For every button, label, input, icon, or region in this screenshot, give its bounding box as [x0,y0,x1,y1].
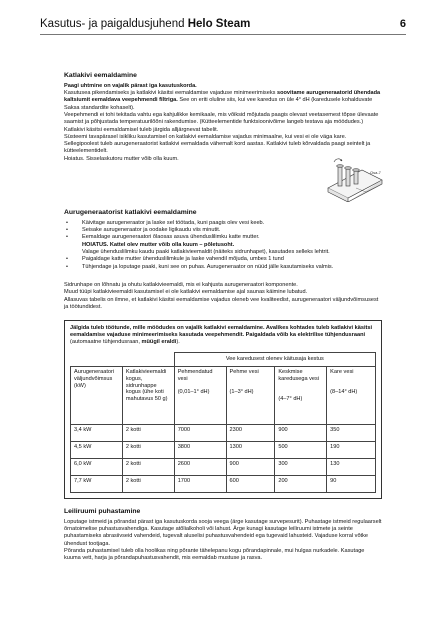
table-cell: 1700 [174,475,226,492]
document-title: Kasutus- ja paigaldusjuhend Helo Steam [40,18,251,30]
descaling-table [70,352,376,493]
table-cell: 2600 [174,458,226,475]
paragraph: Süsteemi tavapärasel isikliku kasutamisel on katlakivi eemaldamise vajadus minimaalne, kui vesi ei ole väga kare. Sellegipoolest tuleb aurugeneraatorist katlakivi eemaldada vähemalt kord aastas. Katlakivi tuleb kõrvaldada paagi seintelt ja kütteelementidelt. [64,133,371,155]
table-cell: 4,5 kW [71,441,123,458]
list-item: • Eemaldage aurugeneraatori õlaosas asuva ühenduslilimku katte mutter. [64,234,382,241]
table-cell: 200 [275,475,327,492]
paragraph: Loputage istmeid ja põrandat pärast iga kasutuskorda sooja veega (ärge kasutage survepesurit). Puhastage istmeid regulaarselt õrnatoimelise puhastusvahendiga. Kasutage atõlialkoholi või lahust. Ärge kunagi kasutage leiliruumi istmete ja seinte puhastamiseks abrasiivseid vahendeid, tugevalt aluselisi puhastusvahendeid ega tugevaid lahusteid. Vajaduse korral võtke ühendust tootjaga. [64,518,382,547]
table-cell: 500 [275,441,327,458]
table-cell: 2 kotti [122,475,174,492]
section-heading: Katlakivi eemaldamine [64,72,137,79]
table-row [71,475,376,492]
list-item: • Seisake aurugeneraator ja oodake ligikaudu viis minutit. [64,227,382,234]
table-cell: 900 [275,424,327,441]
table-cell: 2 kotti [122,458,174,475]
list-item: Valage ühenduslilimku kaudu paaki katlakivieemaldit (näiteks sidrunhapet), kasutades selleks lehtrit. [82,249,330,256]
page-content [64,72,382,563]
page-number: 6 [399,18,406,30]
paragraph: Muud tüüpi katlakivieemaldi kasutamisel ei ole katlakivi eemaldamise ajal saunas käimine lubatud. [64,289,308,296]
table-header-cell: Katlakivieemaldi kogus, sidrunhappe kogus (ühe koti mahutavus 50 g) [122,366,174,424]
table-group-header: Vee karedusest olenev käitusaja kestus [174,353,375,367]
steam-generator-illustration [326,158,384,202]
table-cell: 2 kotti [122,424,174,441]
list-item: • Tühjendage ja loputage paaki, kuni see on puhas. Aurugeneraator on nüüd jälle kasutamiseks valmis. [64,264,382,271]
table-cell: 130 [327,458,376,475]
table-header-cell: Keskmise karedusega vesi (4–7° dH) [275,366,327,424]
table-row [71,441,376,458]
steam-generator-drawing [326,158,384,202]
table-row [71,424,376,441]
warning-text: HOIATUS. Kattel olev mutter võib olla kuum – põletusoht. [82,241,235,248]
list-item: • Käivitage aurugeneraator ja laske sel töötada, kuni paagis olev vesi keeb. [64,220,382,227]
paragraph: Põranda puhastamisel tuleb olla hoolikas ning põrante tähelepanu kogu põrandapinnale, mui hulgas nurkadele. Kasutage kuuma vett, harja ja põrandapuhastusvahendit, mis eemaldab mustuse ja rasva. [64,547,365,562]
paragraph: Katlakivi käsitsi eemaldamisel tuleb järgida alljärgnevat tabelit. [64,126,219,133]
paragraph: Veepehmendi ei tohi tekitada vahtu ega kahjulikke kemikaale, mis võiksid mõjutada paagis olevast veetasemest tõpse ülevaate saamist ja põhjustada temperatuurilõõni rakendumise. (Kütteelementide funktsioonivõime langeb testava aja möödudes.) [64,111,379,126]
table-header-cell: Pehme vesi (1–3° dH) [226,366,275,424]
table-cell: 6,0 kW [71,458,123,475]
table-cell: 900 [226,458,275,475]
paragraph: Kasutusea pikendamiseks ja katlakivi käsitsi eemaldamise vajaduse minimeerimiseks soovitame aurugeneraatorid ühendada kaltsiumit eemaldava veepehmendi filtriga. See on eriti oluline siis, kui vee karedus on üle 4° dH (karedusele kohalduvate Saksa standardite kohaselt). [64,90,381,111]
table-header-cell: Pehmendatud vesi (0,01–1° dH) [174,366,226,424]
paragraph: Allasuvas tabelis on ilmne, et katlakivi käsitsi eemaldamise vajadus oleneb vee kvaliteedist, aurugeneraatori väljundvõimsusest ja töötundidest. [64,296,379,310]
section-descaling [64,72,382,175]
table-header-cell: Aurugeneraatori väljundvõimsus (kW) [71,366,123,424]
table-cell: 2 kotti [122,441,174,458]
lead-paragraph: Paagi uhtmine on vajalik pärast iga kasutuskorda. [64,82,197,89]
descaling-table-box [64,320,382,499]
table-cell: 7,7 kW [71,475,123,492]
table-cell: 300 [275,458,327,475]
table-cell: 90 [327,475,376,492]
table-cell: 1300 [226,441,275,458]
header-rule [40,34,406,35]
table-cell: 3800 [174,441,226,458]
paragraph: Sidrunhape on lõhnatu ja ohutu katlakivieemaldi, mis ei kahjusta aurugeneraatori komponente. [64,281,298,288]
table-cell: 3,4 kW [71,424,123,441]
table-cell: 600 [226,475,275,492]
page-header [40,12,406,34]
section-heading: Aurugeneraatorist katlakivi eemaldamine [64,209,197,217]
section-descaler-notes [64,282,382,311]
table-cell: 190 [327,441,376,458]
table-row [71,458,376,475]
table-cell: 350 [327,424,376,441]
section-sauna-cleaning [64,508,382,563]
section-descaling-steps [64,209,382,271]
paragraph: Hoiatus. Sisselaskutoru mutter võib olla kuum. [64,155,179,162]
table-cell: 2300 [226,424,275,441]
table-cell: 7000 [174,424,226,441]
table-note: Jälgida tuleb töötunde, mille möödudes on vajalik katlakivi eemaldamine. Avalikes kohtades tuleb katlakivi käsitsi eemaldamise vajaduse minimeerimiseks kasutada veepehmendit. Paigaldada võib ka elektrilise tühjendusraani (automaatne tühjendusraan, müügil eraldi). [70,325,373,346]
list-item: • Paigaldage katte mutter ühenduslilimkule ja laske vahendil mõjuda, umbes 1 tund [64,256,382,263]
table-header-cell: Kare vesi (8–14° dH) [327,366,376,424]
section-heading: Leiliruumi puhastamine [64,507,141,515]
diagram-label: Osa-7 [370,170,381,175]
